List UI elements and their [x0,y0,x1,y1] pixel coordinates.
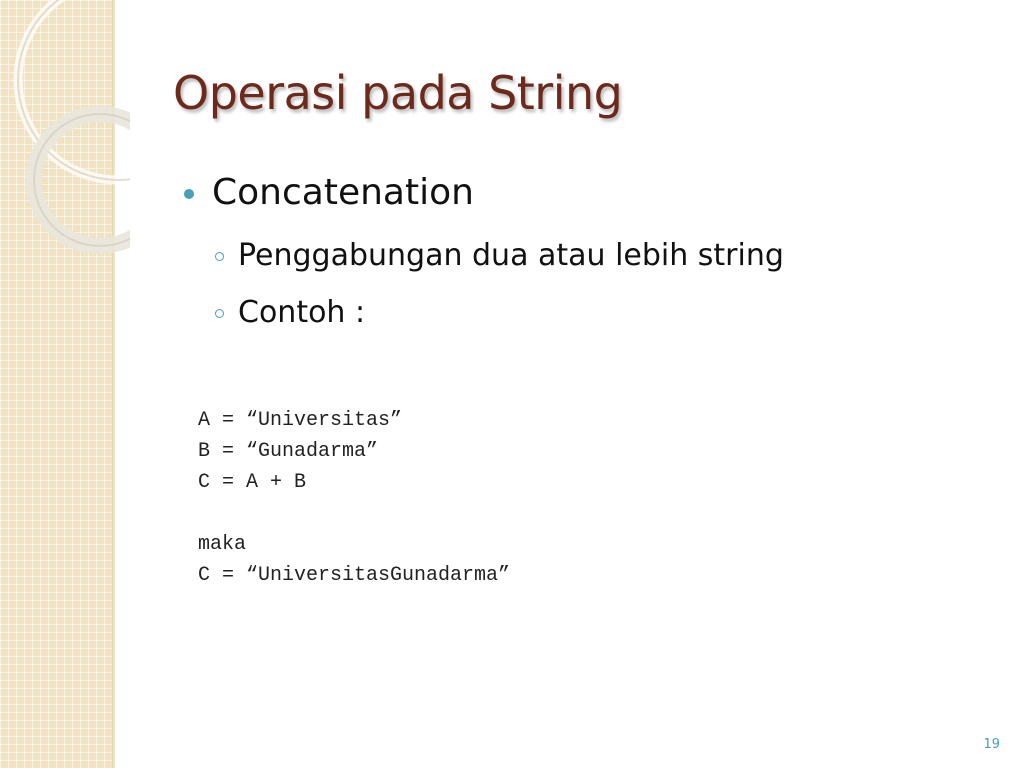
code-line: maka [198,533,247,556]
bullet-concatenation [184,172,474,213]
sub-bullet-definition [215,238,784,273]
bullet-text: Concatenation [212,172,474,213]
sub-bullet-text: Penggabungan dua atau lebih string [238,238,784,273]
code-example [198,405,510,591]
decorative-rings-icon [0,0,130,260]
page-number: 19 [983,737,1000,752]
sub-bullet-ring-icon [215,252,224,261]
sub-bullet-ring-icon [215,309,224,318]
code-line-blank [198,498,510,529]
code-line: A = “Universitas” [198,409,403,432]
code-line: C = “UniversitasGunadarma” [198,564,511,587]
slide-title: Operasi pada String [173,66,623,120]
code-line: C = A + B [198,471,307,494]
bullet-dot-icon [184,189,194,199]
sub-bullet-text: Contoh : [238,295,366,330]
code-line: B = “Gunadarma” [198,440,379,463]
sub-bullet-example [215,295,365,330]
